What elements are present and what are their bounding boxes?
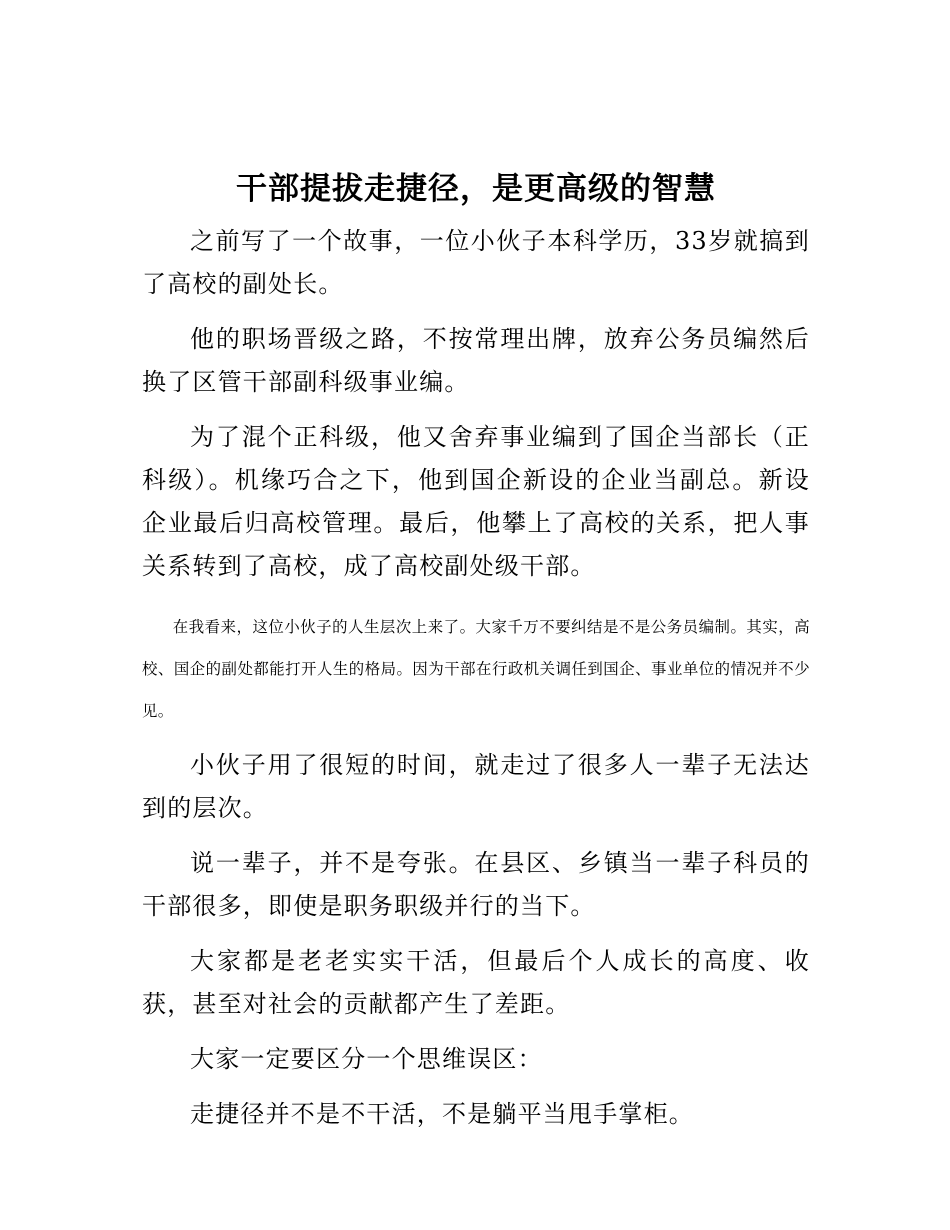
document-title: 干部提拔走捷径，是更高级的智慧 [236, 171, 716, 207]
paragraph-shortcut: 走捷径并不是不干活，不是躺平当甩手掌柜。 [190, 1100, 694, 1128]
paragraph-gap: 大家都是老老实实干活，但最后个人成长的高度、收获，甚至对社会的贡献都产生了差距。 [142, 947, 810, 1018]
paragraph-misconception: 大家一定要区分一个思维误区： [190, 1045, 543, 1073]
paragraph-career-path: 他的职场晋级之路，不按常理出牌，放弃公务员编然后换了区管干部副科级事业编。 [142, 325, 810, 396]
paragraph-lifetime: 说一辈子，并不是夸张。在县区、乡镇当一辈子科员的干部很多，即使是职务职级并行的当下。 [142, 849, 810, 920]
paragraph-story-intro: 之前写了一个故事，一位小伙子本科学历，33岁就搞到了高校的副处长。 [142, 227, 810, 298]
paragraph-opinion: 在我看来，这位小伙子的人生层次上来了。大家千万不要纠结是不是公务员编制。其实，高校、国企的副处都能打开人生的格局。因为干部在行政机关调任到国企、事业单位的情况并不少见。 [142, 618, 810, 720]
paragraph-short-time: 小伙子用了很短的时间，就走过了很多人一辈子无法达到的层次。 [142, 751, 810, 822]
document-page [142, 168, 810, 1136]
paragraph-promotion-detail: 为了混个正科级，他又舍弃事业编到了国企当部长（正科级）。机缘巧合之下，他到国企新设的企业当副总。新设企业最后归高校管理。最后，他攀上了高校的关系，把人事关系转到了高校，成了高校副处级干部。 [142, 423, 810, 580]
